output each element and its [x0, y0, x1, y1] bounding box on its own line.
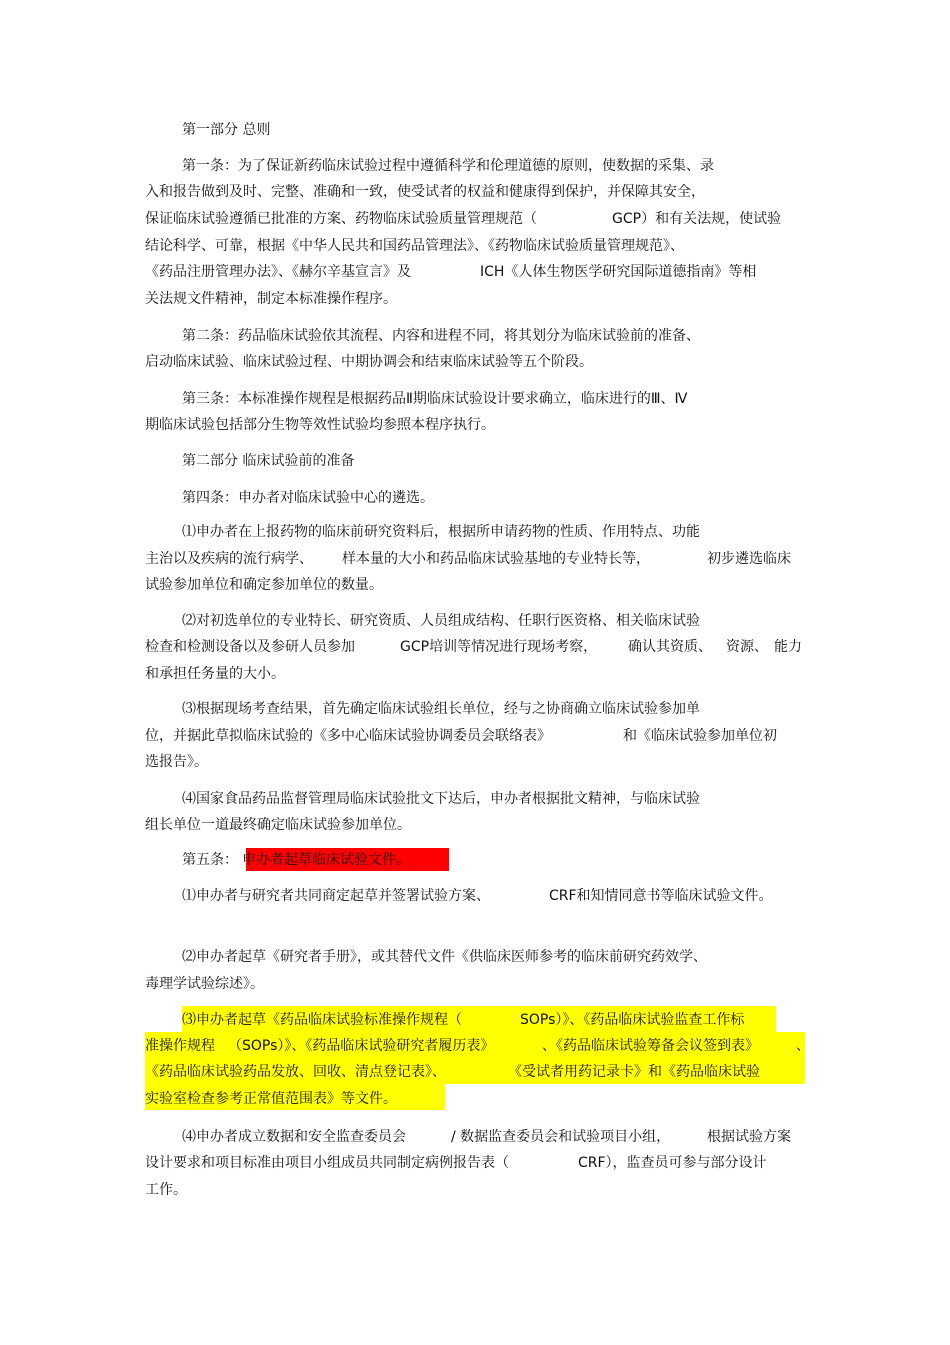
document-page: 第一部分 总则 第一条：为了保证新药临床试验过程中遵循科学和伦理道德的原则，使数据的采集、录 入和报告做到及时、完整、准确和一致，使受试者的权益和健康得到保护，并保障其安全， 保证临床试验遵循已批准的方案、药物临床试验质量管理规范（ GCP）和有关法规，使试验 结论科学、可靠，根据《中华人民共和国药品管理法》、《药物临床试验质量管理规范》、 《药品注册管理办法》、《赫尔辛基宣言》及 ICH《人体生物医学研究国际道德指南》等相 关法规文件精神，制定本标准操作程序。 第二条：药品临床试验依其流程、内容和进程不同，将其划分为临床试验前的准备、 启动临床试验、临床试验过程、中期协调会和结束临床试验等五个阶段。 第三条：本标准操作规程是根据药品Ⅱ期临床试验设计要求确立，临床进行的Ⅲ、Ⅳ 期临床试验包括部分生物等效性试验均参照本程序执行。 第二部分 临床试验前的准备 第四条：申办者对临床试验中心的遴选。 ⑴申办者在上报药物的临床前研究资料后，根据所申请药物的性质、作用特点、功能 主治以及疾病的流行病学、 样本量的大小和药品临床试验基地的专业特长等， 初步遴选临床 试验参加单位和确定参加单位的数量。 ⑵对初选单位的专业特长、研究资质、人员组成结构、任职行医资格、相关临床试验 检查和检测设备以及参研人员参加 GCP培训等情况进行现场考察， 确认其资质、 资源、 能力 和承担任务量的大小。 ⑶根据现场考查结果，首先确定临床试验组长单位，经与之协商确立临床试验参加单 位，并据此草拟临床试验的《多中心临床试验协调委员会联络表》 和《临床试验参加单位初 选报告》。 ⑷国家食品药品监督管理局临床试验批文下达后，申办者根据批文精神，与临床试验 组长单位一道最终确定临床试验参加单位。 第五条： 申办者起草临床试验文件。 ⑴申办者与研究者共同商定起草并签署试验方案、 CRF和知情同意书等临床试验文件。 ⑵申办者起草《研究者手册》，或其替代文件《供临床医师参考的临床前研究药效学、 毒理学试验综述》。 ⑶申办者起草《药品临床试验标准操作规程（ SOPs）》、《药品临床试验监查工作标 准操作规程 （SOPs）》、《药品临床试验研究者履历表》 、《药品临床试验筹备会议签到表》 、 《药品临床试验药品发放、回收、清点登记表》、 《受试者用药记录卡》和《药品临床试验 实验室检查参考正常值范围表》等文件。 ⑷申办者成立数据和安全监查委员会 / 数据监查委员会和试验项目小组， 根据试验方案 设计要求和项目标准由项目小组成员共同制定病例报告表（ CRF），监查员可参与部分设计 工作。 — [145, 122, 810, 1198]
